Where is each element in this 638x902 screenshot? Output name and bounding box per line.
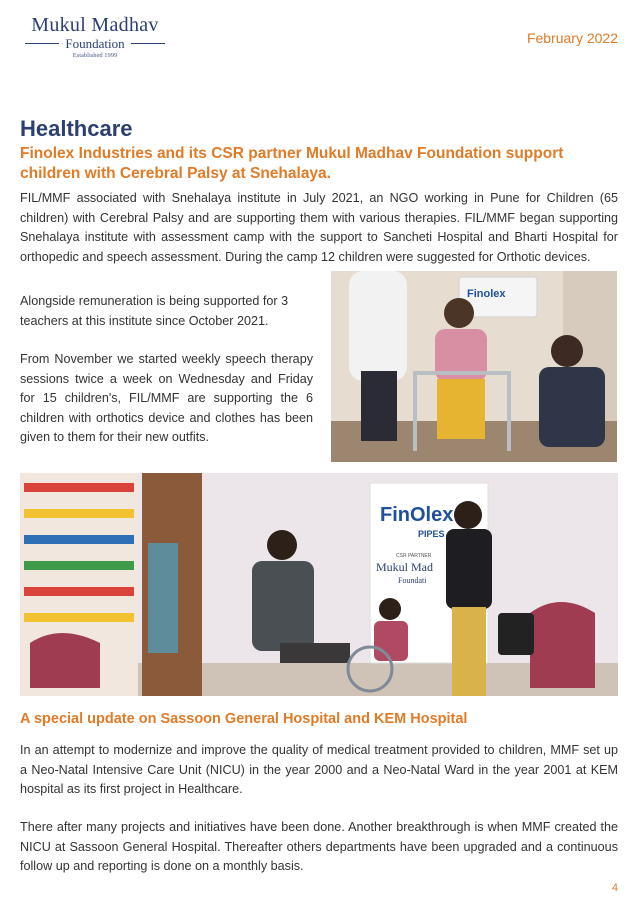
photo1-banner-text: Finolex xyxy=(467,288,506,300)
logo-subtitle xyxy=(20,36,170,51)
photo2-banner-org: Mukul Mad xyxy=(376,560,433,574)
page-number: 4 xyxy=(611,882,618,894)
photo-snehalaya-children xyxy=(20,473,618,696)
logo-sub-text: Foundation xyxy=(65,36,125,51)
section-title: Healthcare xyxy=(20,116,133,141)
photo2-banner-csr: CSR PARTNER xyxy=(396,553,432,559)
paragraph-remuneration: Alongside remuneration is being supported for 3 teachers at this institute since October 2021. xyxy=(20,294,289,328)
paragraph-intro: FIL/MMF associated with Snehalaya institute in July 2021, an NGO working in Pune for Children (65 children) with Cerebral Palsy and are supporting them with various therapies. FIL/MMF began supporting Snehalaya institute with assessment camp with the support to Sancheti Hospital and Bharti Hospital for orthopedic and speech assessment. During the camp 12 children were suggested for Orthotic devices. xyxy=(20,191,618,264)
logo-name: Mukul Madhav xyxy=(31,14,159,36)
photo2-banner-org2: Foundati xyxy=(398,576,427,585)
logo-established: Established 1999 xyxy=(72,52,118,59)
photo-therapy-session xyxy=(331,271,617,462)
paragraph-nicu-kem: In an attempt to modernize and improve the quality of medical treatment provided to children, MMF set up a Neo-Natal Intensive Care Unit (NICU) in the year 2000 and a Neo-Natal Ward in the year 2001 at KEM hospital as its first project in Healthcare. xyxy=(20,743,618,796)
logo-rule-left xyxy=(25,43,59,44)
article-subtitle: Finolex Industries and its CSR partner Mukul Madhav Foundation support children with Cerebral Palsy at Snehalaya. xyxy=(20,145,564,182)
photo2-banner-brand: FinOlex xyxy=(380,504,454,526)
paragraph-nicu-sassoon: There after many projects and initiatives have been done. Another breakthrough is when MMF created the NICU at Sassoon General Hospital. Thereafter others departments have been upgraded and a continuous follow up and reporting is done on a monthly basis. xyxy=(20,820,618,873)
foundation-logo xyxy=(20,14,170,60)
issue-date: February 2022 xyxy=(526,30,618,46)
logo-rule-right xyxy=(131,43,165,44)
update-title: A special update on Sassoon General Hospital and KEM Hospital xyxy=(20,711,468,727)
paragraph-speech-therapy: From November we started weekly speech therapy sessions twice a week on Wednesday and Friday for 15 children's, FIL/MMF are supporting the 6 children with orthotics device and clothes has been given to them for their new outfits. xyxy=(20,352,313,444)
photo2-banner-pipes: PIPES xyxy=(418,529,445,539)
